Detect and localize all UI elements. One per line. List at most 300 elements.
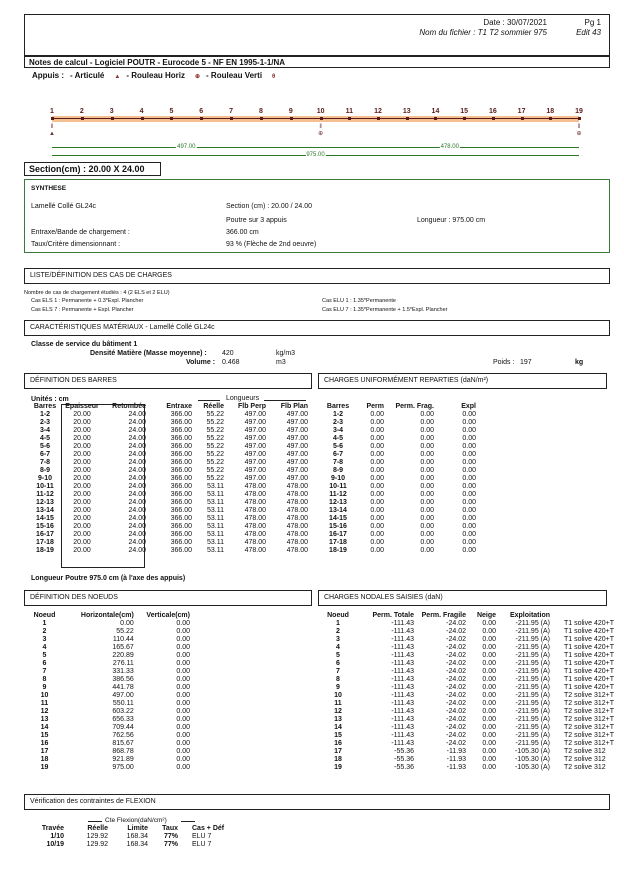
cell: 0.00 [462, 411, 476, 418]
flexion-row [32, 833, 232, 841]
longueur-value: Longueur : 975.00 cm [417, 217, 486, 224]
cell: 478.00 [244, 531, 266, 538]
cell: 478.00 [244, 499, 266, 506]
cell: 0.00 [462, 507, 476, 514]
cell: 0.00 [370, 411, 384, 418]
cell: 0.00 [420, 411, 434, 418]
cell: 366.00 [170, 475, 192, 482]
noeud-row [30, 644, 190, 652]
barre-row [30, 411, 308, 419]
column-header: Epaisseur [65, 403, 99, 410]
cell: -211.95 (A) [515, 740, 550, 747]
cell: 497.00 [244, 427, 266, 434]
cell: 14 [334, 724, 342, 731]
cell: 2-3 [39, 419, 51, 426]
cell: 8-9 [39, 467, 51, 474]
cell: 366.00 [170, 435, 192, 442]
column-header: Verticale(cm) [146, 612, 190, 619]
cell: 0.00 [176, 684, 190, 691]
cell: 24.00 [128, 467, 146, 474]
repartie-row [326, 459, 476, 467]
cell: -211.95 (A) [515, 724, 550, 731]
cell: 478.00 [244, 507, 266, 514]
cell: -211.95 (A) [515, 660, 550, 667]
cell: 0.00 [370, 419, 384, 426]
cell: 20.00 [73, 427, 91, 434]
cell: -111.43 [391, 740, 414, 747]
barre-row [30, 507, 308, 515]
cell: 11-12 [329, 491, 347, 498]
nodale-row [326, 636, 624, 644]
cell: -211.95 (A) [515, 732, 550, 739]
cell: 0.00 [462, 435, 476, 442]
cell: 0.00 [176, 764, 190, 771]
cell: 53.11 [207, 499, 224, 506]
poids-label: Poids : [493, 359, 515, 366]
cell: -111.43 [391, 668, 414, 675]
noeud-row [30, 660, 190, 668]
barre-row [30, 419, 308, 427]
cell: 20.00 [73, 491, 91, 498]
cell: 19 [40, 764, 49, 771]
node-marker [521, 117, 524, 120]
cell: 366.00 [170, 427, 192, 434]
cell: 0.00 [420, 523, 434, 530]
nodale-row [326, 700, 624, 708]
cell: 0.00 [462, 419, 476, 426]
cell: -11.93 [446, 748, 466, 755]
node-marker [230, 117, 233, 120]
cell: 0.00 [482, 644, 496, 651]
cell: 0.00 [420, 531, 434, 538]
synthese-title: SYNTHESE [31, 185, 67, 192]
cell: 16 [334, 740, 342, 747]
cell: 55.22 [206, 411, 224, 418]
cell: 497.00 [286, 443, 308, 450]
cell: 15 [40, 732, 49, 739]
cell: 0.00 [482, 668, 496, 675]
nodale-row [326, 764, 624, 772]
cell: 13 [40, 716, 49, 723]
cell: 15 [334, 732, 342, 739]
node-label: 3 [109, 108, 114, 115]
cell: 18-19 [329, 547, 347, 554]
dimension-label: 478.00 [440, 144, 459, 150]
flexion-table [32, 825, 232, 849]
cell: 11 [334, 700, 342, 707]
vertical-roller-icon: θ [272, 74, 276, 80]
node-marker [549, 117, 552, 120]
cell: 4-5 [332, 435, 344, 442]
cell: 24.00 [128, 547, 146, 554]
nodale-row [326, 668, 624, 676]
cell: 478.00 [286, 499, 308, 506]
column-header: Noeud [327, 612, 349, 619]
cell: -11.93 [446, 764, 466, 771]
cell: 478.00 [244, 515, 266, 522]
column-header: Retombée [112, 403, 146, 410]
cell: 55.22 [206, 459, 224, 466]
cell: 24.00 [128, 507, 146, 514]
cell: 0.00 [482, 740, 496, 747]
nodale-row [326, 684, 624, 692]
cell: 0.00 [370, 451, 384, 458]
cell: 14-15 [329, 515, 347, 522]
cell: -24.02 [446, 708, 466, 715]
column-header: Perm. Frag. [395, 403, 434, 410]
cell: 53.11 [207, 507, 224, 514]
cell: -211.95 (A) [515, 628, 550, 635]
cell: 55.22 [206, 443, 224, 450]
cell: 762.56 [112, 732, 134, 739]
cell: 13-14 [36, 507, 54, 514]
cell: 0.00 [420, 491, 434, 498]
cell: 0.00 [462, 467, 476, 474]
cell: 0.00 [370, 515, 384, 522]
cell: 478.00 [244, 539, 266, 546]
noeuds-header: DÉFINITION DES NOEUDS [24, 590, 312, 606]
nodale-row [326, 676, 624, 684]
cell: 497.00 [286, 419, 308, 426]
noeud-row [30, 620, 190, 628]
noeud-row [30, 676, 190, 684]
charges-reparties-header: CHARGES UNIFORMÉMENT REPARTIES (daN/m²) [318, 373, 607, 389]
cell: 497.00 [244, 411, 266, 418]
material-name: Lamellé Collé GL24c [31, 203, 96, 210]
nodale-row [326, 660, 624, 668]
cell: 77% [163, 833, 178, 840]
cell: 7 [336, 668, 340, 675]
cell: 497.00 [112, 692, 134, 699]
cell: 11 [40, 700, 49, 707]
cell: 24.00 [128, 459, 146, 466]
cell: -105.30 (A) [514, 764, 550, 771]
edit-number: Edit 43 [576, 28, 601, 37]
cell: 24.00 [128, 475, 146, 482]
node-label: 7 [229, 108, 234, 115]
cell: -55.36 [394, 764, 414, 771]
cell: 0.00 [482, 708, 496, 715]
cell: 165.67 [112, 644, 134, 651]
barre-row [30, 515, 308, 523]
repartie-row [326, 539, 476, 547]
cell: 0.00 [176, 636, 190, 643]
cell: 478.00 [286, 507, 308, 514]
node-marker [141, 117, 144, 120]
cell: 0.00 [462, 451, 476, 458]
section-label: Section(cm) : 20.00 X 24.00 [24, 162, 161, 176]
nodale-row [326, 692, 624, 700]
cell: 0.00 [462, 499, 476, 506]
cell: 0.00 [420, 459, 434, 466]
barres-header: DÉFINITION DES BARRES [24, 373, 312, 389]
cell: -211.95 (A) [515, 636, 550, 643]
cell: 20.00 [73, 435, 91, 442]
cell: 24.00 [128, 539, 146, 546]
cell: 868.78 [112, 748, 134, 755]
cell: 0.00 [176, 644, 190, 651]
nodale-row [326, 732, 624, 740]
cell: 497.00 [244, 435, 266, 442]
node-label: 15 [460, 108, 469, 115]
cell: 0.00 [176, 692, 190, 699]
supports-label: Appuis : [32, 71, 64, 80]
cell: 4 [42, 644, 47, 651]
cell: 3 [336, 636, 340, 643]
cell: -24.02 [446, 724, 466, 731]
cell: 366.00 [170, 547, 192, 554]
cell: -24.02 [446, 636, 466, 643]
cell: 77% [163, 841, 178, 848]
noeud-row [30, 764, 190, 772]
cell: -24.02 [446, 732, 466, 739]
cell: ELU 7 [192, 833, 212, 840]
cell: 497.00 [244, 475, 266, 482]
cell: 53.11 [207, 531, 224, 538]
cell: 129.92 [86, 841, 108, 848]
cell: 0.00 [420, 435, 434, 442]
node-label: 9 [288, 108, 293, 115]
cell: 366.00 [170, 491, 192, 498]
page-number: Pg 1 [584, 18, 601, 27]
cell: 24.00 [128, 451, 146, 458]
cell: 0.00 [482, 732, 496, 739]
cell: -211.95 (A) [515, 644, 550, 651]
column-header: Réelle [203, 403, 224, 410]
cell: 0.00 [420, 499, 434, 506]
barre-row [30, 491, 308, 499]
cell: -24.02 [446, 684, 466, 691]
cell: 168.34 [126, 841, 148, 848]
cell: -24.02 [446, 652, 466, 659]
cell: 0.00 [482, 660, 496, 667]
support-articule-label: - Articulé [70, 71, 105, 80]
cell: T2 solive 312+T [564, 708, 614, 715]
cell: -111.43 [391, 644, 414, 651]
cell: 0.00 [370, 467, 384, 474]
cell: 366.00 [170, 451, 192, 458]
column-header: Réelle [87, 825, 108, 832]
node-marker [348, 117, 351, 120]
cell: 24.00 [128, 515, 146, 522]
cell: -111.43 [391, 684, 414, 691]
cell: 12 [334, 708, 342, 715]
cell: 0.00 [482, 700, 496, 707]
entraxe-label: Entraxe/Bande de chargement : [31, 229, 130, 236]
flexion-rule-right [181, 821, 195, 822]
cell: 3 [42, 636, 47, 643]
nodales-header-row [326, 612, 624, 620]
densite-value: 420 [222, 350, 234, 357]
nodale-row [326, 716, 624, 724]
poids-value: 197 [520, 359, 532, 366]
cell: 0.00 [482, 724, 496, 731]
cell: 3-4 [332, 427, 344, 434]
cell: 10 [334, 692, 342, 699]
cell: 497.00 [286, 459, 308, 466]
poutre-type: Poutre sur 3 appuis [226, 217, 287, 224]
repartie-row [326, 547, 476, 555]
taux-value: 93 % (Flèche de 2nd oeuvre) [226, 241, 317, 248]
column-header: Cas + Déf [192, 825, 225, 832]
column-header: Noeud [33, 612, 56, 619]
cell: 478.00 [286, 547, 308, 554]
cell: 220.89 [112, 652, 134, 659]
noeud-row [30, 628, 190, 636]
barre-row [30, 451, 308, 459]
cell: 20.00 [73, 507, 91, 514]
cell: 366.00 [170, 443, 192, 450]
cell: -24.02 [446, 700, 466, 707]
barre-row [30, 539, 308, 547]
charges-reparties-table [326, 403, 476, 555]
cell: 0.00 [176, 724, 190, 731]
node-label: 18 [546, 108, 555, 115]
cell: -111.43 [391, 724, 414, 731]
cell: 0.00 [462, 427, 476, 434]
node-marker [170, 117, 173, 120]
beam-axis [52, 118, 579, 119]
cell: 129.92 [86, 833, 108, 840]
cell: 14 [40, 724, 49, 731]
cell: -211.95 (A) [515, 716, 550, 723]
cell: 0.00 [482, 620, 496, 627]
cell: 53.11 [207, 483, 224, 490]
cell: 8-9 [332, 467, 344, 474]
densite-unit: kg/m3 [276, 350, 296, 357]
node-label: 8 [258, 108, 263, 115]
repartie-row [326, 515, 476, 523]
poids-unit: kg [575, 359, 584, 366]
cell: 0.00 [370, 459, 384, 466]
node-label: 2 [79, 108, 84, 115]
cell: T1 solive 420+T [564, 628, 614, 635]
cell: 1/10 [50, 833, 64, 840]
cell: 921.89 [112, 756, 134, 763]
cell: T1 solive 420+T [564, 676, 614, 683]
cell: 9 [336, 684, 340, 691]
cell: 20.00 [73, 459, 91, 466]
cell: 20.00 [73, 483, 91, 490]
noeud-row [30, 652, 190, 660]
cell: 0.00 [370, 507, 384, 514]
cell: -11.93 [446, 756, 466, 763]
cell: 1-2 [39, 411, 51, 418]
column-header [550, 612, 624, 620]
cell: -111.43 [391, 676, 414, 683]
node-label: 12 [374, 108, 382, 115]
column-header: Taux [162, 825, 178, 832]
cell: 12-13 [36, 499, 54, 506]
cell: 0.00 [176, 652, 190, 659]
cas-charges-header: LISTE/DÉFINITION DES CAS DE CHARGES [24, 268, 610, 284]
barres-header-row [30, 403, 308, 411]
cell: -55.36 [394, 756, 414, 763]
longueurs-rule-left [198, 400, 220, 401]
cell: 17 [40, 748, 49, 755]
cell: -211.95 (A) [515, 652, 550, 659]
repartie-row [326, 523, 476, 531]
column-header: Perm [366, 403, 384, 410]
barre-row [30, 499, 308, 507]
column-header: Barres [33, 403, 57, 410]
column-header: Horizontale(cm) [80, 612, 134, 619]
cell: 0.00 [420, 515, 434, 522]
cell: 478.00 [286, 523, 308, 530]
cell: T2 solive 312+T [564, 700, 614, 707]
cell: 497.00 [286, 467, 308, 474]
nodale-row [326, 740, 624, 748]
cell: T2 solive 312+T [564, 740, 614, 747]
cell: 603.22 [112, 708, 134, 715]
barre-row [30, 475, 308, 483]
cell: -24.02 [446, 676, 466, 683]
cell: 8 [336, 676, 340, 683]
noeud-row [30, 748, 190, 756]
node-marker [51, 117, 54, 120]
cell: 0.00 [420, 451, 434, 458]
cell: 0.00 [176, 716, 190, 723]
cell: 53.11 [207, 515, 224, 522]
cell: 497.00 [244, 419, 266, 426]
classe-service: Classe de service du bâtiment 1 [31, 341, 138, 348]
repartie-row [326, 491, 476, 499]
cell: 17 [334, 748, 342, 755]
cell: 53.11 [207, 491, 224, 498]
cell: 497.00 [286, 427, 308, 434]
barre-row [30, 523, 308, 531]
cell: 366.00 [170, 539, 192, 546]
cell: 55.22 [116, 628, 134, 635]
cell: 24.00 [128, 523, 146, 530]
triangle-icon: ▲ [114, 74, 121, 80]
cell: -111.43 [391, 716, 414, 723]
node-marker [260, 117, 263, 120]
charges-nodales-header: CHARGES NODALES SAISIES (daN) [318, 590, 607, 606]
cell: 53.11 [207, 539, 224, 546]
cell: 366.00 [170, 483, 192, 490]
nodale-row [326, 756, 624, 764]
cell: 2-3 [332, 419, 344, 426]
cell: 7 [42, 668, 47, 675]
cell: 1 [42, 620, 47, 627]
cell: 55.22 [206, 451, 224, 458]
materiaux-header: CARACTÉRISTIQUES MATÉRIAUX - Lamellé Collé GL24c [24, 320, 610, 336]
cell: 331.33 [112, 668, 134, 675]
page-header [24, 14, 610, 56]
cell: T2 solive 312 [564, 764, 606, 771]
cell: 0.00 [176, 748, 190, 755]
support-rouleau-horiz-label: - Rouleau Horiz [126, 71, 185, 80]
cell: 0.00 [420, 507, 434, 514]
cell: 497.00 [286, 411, 308, 418]
cell: 9-10 [330, 475, 345, 482]
cell: 386.56 [112, 676, 134, 683]
cell: 24.00 [128, 435, 146, 442]
cell: 0.00 [482, 692, 496, 699]
cell: 9 [42, 684, 47, 691]
cell: 478.00 [244, 547, 266, 554]
cell: 0.00 [462, 515, 476, 522]
longueurs-rule-right [264, 400, 306, 401]
repartie-row [326, 531, 476, 539]
support-roller-icon: ‖ ⊕ [576, 124, 582, 137]
cell: 20.00 [73, 443, 91, 450]
cell: 0.00 [482, 764, 496, 771]
node-marker [81, 117, 84, 120]
cell: 478.00 [244, 491, 266, 498]
support-rouleau-verti-label: - Rouleau Verti [206, 71, 263, 80]
